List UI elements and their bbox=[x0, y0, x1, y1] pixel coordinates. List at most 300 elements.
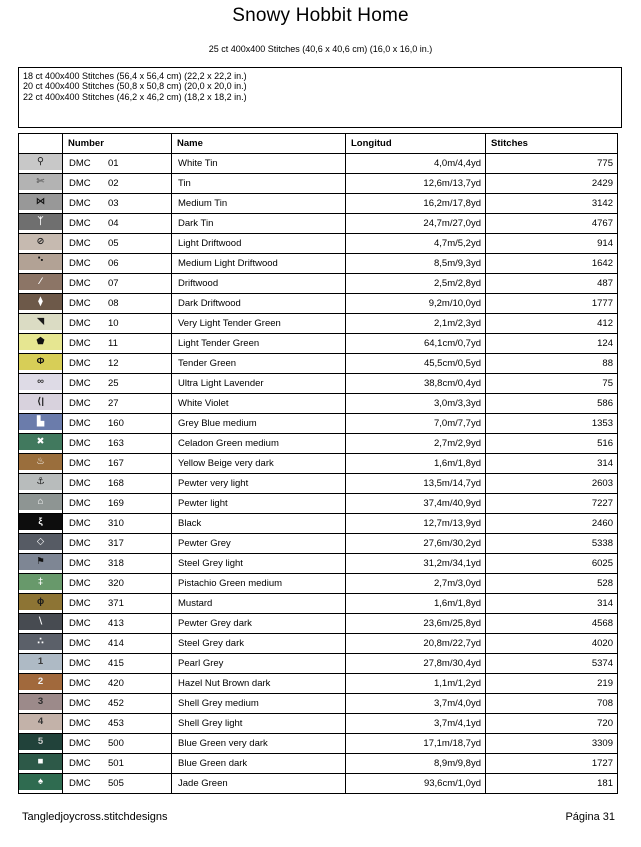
thread-brand: DMC bbox=[69, 698, 91, 709]
table-row bbox=[19, 574, 618, 594]
color-swatch bbox=[19, 414, 62, 430]
thread-length: 1,1m/1,2yd bbox=[346, 674, 486, 694]
thread-name: Shell Grey medium bbox=[172, 694, 346, 714]
thread-brand: DMC bbox=[69, 638, 91, 649]
swatch-cell bbox=[19, 494, 63, 514]
swatch-cell bbox=[19, 634, 63, 654]
thread-name: Yellow Beige very dark bbox=[172, 454, 346, 474]
color-swatch bbox=[19, 734, 62, 750]
three-dots-icon: ∴ bbox=[37, 636, 44, 647]
table-row bbox=[19, 534, 618, 554]
color-swatch bbox=[19, 574, 62, 590]
thread-number bbox=[63, 334, 172, 354]
thread-code: 505 bbox=[108, 778, 124, 789]
swatch-cell bbox=[19, 774, 63, 794]
microphone-icon: ⚲ bbox=[37, 156, 44, 167]
table-row bbox=[19, 254, 618, 274]
thread-stitches: 1642 bbox=[486, 254, 618, 274]
header-row bbox=[19, 134, 618, 154]
thread-length: 4,0m/4,4yd bbox=[346, 154, 486, 174]
thread-number bbox=[63, 294, 172, 314]
thread-length: 23,6m/25,8yd bbox=[346, 614, 486, 634]
thread-number bbox=[63, 734, 172, 754]
color-swatch bbox=[19, 474, 62, 490]
thread-code: 01 bbox=[108, 158, 119, 169]
thread-code: 04 bbox=[108, 218, 119, 229]
thread-brand: DMC bbox=[69, 378, 91, 389]
thread-length: 2,5m/2,8yd bbox=[346, 274, 486, 294]
swatch-cell bbox=[19, 754, 63, 774]
thread-stitches: 412 bbox=[486, 314, 618, 334]
thread-code: 415 bbox=[108, 658, 124, 669]
thread-length: 1,6m/1,8yd bbox=[346, 594, 486, 614]
swatch-cell bbox=[19, 254, 63, 274]
bowtie-icon: ⋈ bbox=[35, 196, 46, 207]
thread-code: 310 bbox=[108, 518, 124, 529]
color-swatch bbox=[19, 314, 62, 330]
thread-code: 414 bbox=[108, 638, 124, 649]
thread-legend-table bbox=[18, 133, 618, 794]
cross-x-icon: ✖ bbox=[36, 436, 45, 447]
thread-code: 501 bbox=[108, 758, 124, 769]
thread-name: Grey Blue medium bbox=[172, 414, 346, 434]
diamond-outline-icon: ◇ bbox=[36, 536, 45, 547]
thread-stitches: 5374 bbox=[486, 654, 618, 674]
table-row bbox=[19, 474, 618, 494]
thread-stitches: 1777 bbox=[486, 294, 618, 314]
thread-length: 13,5m/14,7yd bbox=[346, 474, 486, 494]
thread-brand: DMC bbox=[69, 298, 91, 309]
corner-flag-icon: ◥ bbox=[36, 316, 45, 327]
thread-number bbox=[63, 574, 172, 594]
swatch-cell bbox=[19, 174, 63, 194]
thread-number bbox=[63, 374, 172, 394]
swatch-cell bbox=[19, 154, 63, 174]
double-dagger-icon: ‡ bbox=[37, 576, 44, 587]
swatch-cell bbox=[19, 454, 63, 474]
thread-stitches: 2460 bbox=[486, 514, 618, 534]
color-swatch bbox=[19, 254, 62, 270]
col-header-number: Number bbox=[63, 134, 172, 154]
thread-length: 1,6m/1,8yd bbox=[346, 454, 486, 474]
thread-stitches: 88 bbox=[486, 354, 618, 374]
thread-name: Mustard bbox=[172, 594, 346, 614]
anchor-icon: ⚓ bbox=[36, 476, 45, 487]
thread-stitches: 775 bbox=[486, 154, 618, 174]
thread-code: 02 bbox=[108, 178, 119, 189]
swatch-cell bbox=[19, 514, 63, 534]
thread-number bbox=[63, 174, 172, 194]
thread-name: Pistachio Green medium bbox=[172, 574, 346, 594]
thread-name: Light Driftwood bbox=[172, 234, 346, 254]
thread-brand: DMC bbox=[69, 598, 91, 609]
swatch-cell bbox=[19, 394, 63, 414]
thread-code: 163 bbox=[108, 438, 124, 449]
color-swatch bbox=[19, 494, 62, 510]
slashed-circle-icon: ⊘ bbox=[36, 236, 45, 247]
thread-name: Medium Light Driftwood bbox=[172, 254, 346, 274]
table-row bbox=[19, 554, 618, 574]
thread-length: 93,6cm/1,0yd bbox=[346, 774, 486, 794]
thread-brand: DMC bbox=[69, 498, 91, 509]
thread-code: 25 bbox=[108, 378, 119, 389]
thread-brand: DMC bbox=[69, 718, 91, 729]
thread-brand: DMC bbox=[69, 578, 91, 589]
thread-brand: DMC bbox=[69, 658, 91, 669]
thread-code: 12 bbox=[108, 358, 119, 369]
thread-stitches: 708 bbox=[486, 694, 618, 714]
table-row bbox=[19, 294, 618, 314]
swatch-cell bbox=[19, 614, 63, 634]
thread-brand: DMC bbox=[69, 678, 91, 689]
thread-stitches: 6025 bbox=[486, 554, 618, 574]
thread-code: 10 bbox=[108, 318, 119, 329]
thread-name: Blue Green very dark bbox=[172, 734, 346, 754]
table-row bbox=[19, 354, 618, 374]
thread-brand: DMC bbox=[69, 518, 91, 529]
square-icon: ■ bbox=[37, 756, 44, 767]
color-swatch bbox=[19, 674, 62, 690]
color-swatch bbox=[19, 514, 62, 530]
swatch-cell bbox=[19, 234, 63, 254]
color-swatch bbox=[19, 614, 62, 630]
thread-code: 169 bbox=[108, 498, 124, 509]
table-row bbox=[19, 314, 618, 334]
thread-number bbox=[63, 274, 172, 294]
thread-code: 160 bbox=[108, 418, 124, 429]
thread-name: Jade Green bbox=[172, 774, 346, 794]
color-swatch bbox=[19, 774, 62, 790]
color-swatch bbox=[19, 654, 62, 670]
table-row bbox=[19, 214, 618, 234]
thread-code: 453 bbox=[108, 718, 124, 729]
thread-stitches: 314 bbox=[486, 454, 618, 474]
thread-code: 27 bbox=[108, 398, 119, 409]
thread-number bbox=[63, 614, 172, 634]
table-row bbox=[19, 614, 618, 634]
thread-stitches: 2429 bbox=[486, 174, 618, 194]
swatch-cell bbox=[19, 674, 63, 694]
thread-number bbox=[63, 654, 172, 674]
thread-name: Pewter light bbox=[172, 494, 346, 514]
thread-name: Pewter Grey dark bbox=[172, 614, 346, 634]
thread-number bbox=[63, 474, 172, 494]
thread-name: White Violet bbox=[172, 394, 346, 414]
thread-brand: DMC bbox=[69, 438, 91, 449]
swatch-cell bbox=[19, 214, 63, 234]
table-row bbox=[19, 194, 618, 214]
thread-length: 3,7m/4,1yd bbox=[346, 714, 486, 734]
swatch-cell bbox=[19, 274, 63, 294]
thread-brand: DMC bbox=[69, 738, 91, 749]
thread-name: Driftwood bbox=[172, 274, 346, 294]
thread-brand: DMC bbox=[69, 318, 91, 329]
table-row bbox=[19, 174, 618, 194]
color-swatch bbox=[19, 714, 62, 730]
thread-name: Tin bbox=[172, 174, 346, 194]
padlock-icon: ⌂ bbox=[37, 496, 44, 507]
thread-brand: DMC bbox=[69, 478, 91, 489]
thread-name: Pearl Grey bbox=[172, 654, 346, 674]
digit-2: 2 bbox=[37, 676, 44, 687]
backslash-icon: ∖ bbox=[37, 616, 44, 627]
thread-brand: DMC bbox=[69, 278, 91, 289]
thread-number bbox=[63, 674, 172, 694]
thread-stitches: 487 bbox=[486, 274, 618, 294]
swatch-cell bbox=[19, 374, 63, 394]
digit-5: 5 bbox=[37, 736, 44, 747]
thread-number bbox=[63, 214, 172, 234]
table-row bbox=[19, 234, 618, 254]
color-swatch bbox=[19, 454, 62, 470]
size-line-20ct: 20 ct 400x400 Stitches (50,8 x 50,8 cm) (20,0 x 20,0 in.) bbox=[23, 81, 247, 92]
color-swatch bbox=[19, 634, 62, 650]
thread-stitches: 124 bbox=[486, 334, 618, 354]
figure-icon: ᛉ bbox=[37, 216, 44, 227]
swatch-cell bbox=[19, 194, 63, 214]
swatch-cell bbox=[19, 574, 63, 594]
thread-stitches: 3309 bbox=[486, 734, 618, 754]
thread-number bbox=[63, 194, 172, 214]
thread-number bbox=[63, 634, 172, 654]
size-line-22ct: 22 ct 400x400 Stitches (46,2 x 46,2 cm) (18,2 x 18,2 in.) bbox=[23, 91, 247, 102]
thread-code: 318 bbox=[108, 558, 124, 569]
thread-stitches: 528 bbox=[486, 574, 618, 594]
thread-name: Steel Grey dark bbox=[172, 634, 346, 654]
thread-length: 3,7m/4,0yd bbox=[346, 694, 486, 714]
thread-code: 168 bbox=[108, 478, 124, 489]
color-swatch bbox=[19, 374, 62, 390]
thread-code: 371 bbox=[108, 598, 124, 609]
swatch-cell bbox=[19, 534, 63, 554]
angle-bar-icon: ⟨| bbox=[37, 396, 44, 407]
thread-code: 03 bbox=[108, 198, 119, 209]
thread-length: 20,8m/22,7yd bbox=[346, 634, 486, 654]
thread-brand: DMC bbox=[69, 558, 91, 569]
thread-number bbox=[63, 714, 172, 734]
thread-name: Very Light Tender Green bbox=[172, 314, 346, 334]
thread-stitches: 586 bbox=[486, 394, 618, 414]
page-title: Snowy Hobbit Home bbox=[232, 5, 409, 26]
thread-name: Light Tender Green bbox=[172, 334, 346, 354]
thread-length: 27,8m/30,4yd bbox=[346, 654, 486, 674]
two-dots-icon: ⠑ bbox=[36, 256, 45, 267]
swatch-cell bbox=[19, 334, 63, 354]
thread-length: 16,2m/17,8yd bbox=[346, 194, 486, 214]
table-row bbox=[19, 694, 618, 714]
thread-name: Black bbox=[172, 514, 346, 534]
thread-number bbox=[63, 494, 172, 514]
thread-code: 452 bbox=[108, 698, 124, 709]
table-row bbox=[19, 754, 618, 774]
thread-length: 12,6m/13,7yd bbox=[346, 174, 486, 194]
thread-code: 320 bbox=[108, 578, 124, 589]
size-info-box bbox=[18, 67, 622, 128]
thread-length: 24,7m/27,0yd bbox=[346, 214, 486, 234]
page-subtitle: 25 ct 400x400 Stitches (40,6 x 40,6 cm) (16,0 x 16,0 in.) bbox=[208, 44, 433, 54]
page-number: Página 31 bbox=[565, 811, 615, 823]
thread-stitches: 3142 bbox=[486, 194, 618, 214]
color-swatch bbox=[19, 754, 62, 770]
thread-length: 27,6m/30,2yd bbox=[346, 534, 486, 554]
thread-stitches: 2603 bbox=[486, 474, 618, 494]
thread-length: 3,0m/3,3yd bbox=[346, 394, 486, 414]
thread-name: White Tin bbox=[172, 154, 346, 174]
thread-name: Pewter very light bbox=[172, 474, 346, 494]
color-swatch bbox=[19, 194, 62, 210]
thread-stitches: 516 bbox=[486, 434, 618, 454]
table-row bbox=[19, 434, 618, 454]
thread-brand: DMC bbox=[69, 358, 91, 369]
thread-stitches: 219 bbox=[486, 674, 618, 694]
color-swatch bbox=[19, 154, 62, 170]
squiggle-icon: ξ bbox=[38, 516, 43, 527]
size-line-18ct: 18 ct 400x400 Stitches (56,4 x 56,4 cm) (22,2 x 22,2 in.) bbox=[23, 71, 247, 81]
table-row bbox=[19, 374, 618, 394]
thread-brand: DMC bbox=[69, 418, 91, 429]
color-swatch bbox=[19, 354, 62, 370]
spade-icon: ♠ bbox=[37, 776, 44, 787]
thread-code: 167 bbox=[108, 458, 124, 469]
swatch-cell bbox=[19, 594, 63, 614]
digit-1: 1 bbox=[37, 656, 44, 667]
thread-brand: DMC bbox=[69, 458, 91, 469]
thread-brand: DMC bbox=[69, 398, 91, 409]
thread-length: 45,5cm/0,5yd bbox=[346, 354, 486, 374]
thread-length: 37,4m/40,9yd bbox=[346, 494, 486, 514]
table-row bbox=[19, 654, 618, 674]
thread-name: Celadon Green medium bbox=[172, 434, 346, 454]
thread-number bbox=[63, 694, 172, 714]
color-swatch bbox=[19, 334, 62, 350]
flag-icon: ⚑ bbox=[36, 556, 45, 567]
thread-length: 8,5m/9,3yd bbox=[346, 254, 486, 274]
thread-length: 7,0m/7,7yd bbox=[346, 414, 486, 434]
thread-number bbox=[63, 394, 172, 414]
thread-number bbox=[63, 514, 172, 534]
swatch-cell bbox=[19, 434, 63, 454]
color-swatch bbox=[19, 394, 62, 410]
thread-length: 17,1m/18,7yd bbox=[346, 734, 486, 754]
thread-length: 9,2m/10,0yd bbox=[346, 294, 486, 314]
color-swatch bbox=[19, 294, 62, 310]
thread-brand: DMC bbox=[69, 218, 91, 229]
table-row bbox=[19, 674, 618, 694]
site-credit: Tangledjoycross.stitchdesigns bbox=[22, 811, 168, 823]
table-row bbox=[19, 414, 618, 434]
color-swatch bbox=[19, 174, 62, 190]
thread-brand: DMC bbox=[69, 258, 91, 269]
thread-code: 05 bbox=[108, 238, 119, 249]
swatch-cell bbox=[19, 314, 63, 334]
swatch-cell bbox=[19, 654, 63, 674]
thread-brand: DMC bbox=[69, 178, 91, 189]
color-swatch bbox=[19, 534, 62, 550]
thread-number bbox=[63, 314, 172, 334]
thread-number bbox=[63, 534, 172, 554]
thread-number bbox=[63, 454, 172, 474]
thread-code: 07 bbox=[108, 278, 119, 289]
thread-name: Ultra Light Lavender bbox=[172, 374, 346, 394]
thread-number bbox=[63, 354, 172, 374]
swatch-cell bbox=[19, 474, 63, 494]
table-row bbox=[19, 394, 618, 414]
thread-stitches: 5338 bbox=[486, 534, 618, 554]
color-swatch bbox=[19, 554, 62, 570]
thread-stitches: 314 bbox=[486, 594, 618, 614]
col-header-name: Name bbox=[172, 134, 346, 154]
color-swatch bbox=[19, 234, 62, 250]
table-row bbox=[19, 454, 618, 474]
table-row bbox=[19, 274, 618, 294]
thread-stitches: 7227 bbox=[486, 494, 618, 514]
thread-name: Tender Green bbox=[172, 354, 346, 374]
table-row bbox=[19, 594, 618, 614]
thread-number bbox=[63, 254, 172, 274]
thread-brand: DMC bbox=[69, 618, 91, 629]
table-row bbox=[19, 634, 618, 654]
swatch-cell bbox=[19, 694, 63, 714]
thread-stitches: 914 bbox=[486, 234, 618, 254]
thread-stitches: 1727 bbox=[486, 754, 618, 774]
thread-name: Steel Grey light bbox=[172, 554, 346, 574]
swatch-cell bbox=[19, 354, 63, 374]
thread-number bbox=[63, 774, 172, 794]
digit-4: 4 bbox=[37, 716, 44, 727]
phi-icon: ϕ bbox=[36, 596, 45, 607]
thread-name: Dark Tin bbox=[172, 214, 346, 234]
page-footer bbox=[22, 811, 615, 823]
thread-name: Medium Tin bbox=[172, 194, 346, 214]
thread-code: 500 bbox=[108, 738, 124, 749]
table-row bbox=[19, 514, 618, 534]
table-row bbox=[19, 154, 618, 174]
thread-length: 4,7m/5,2yd bbox=[346, 234, 486, 254]
color-swatch bbox=[19, 434, 62, 450]
thread-stitches: 4767 bbox=[486, 214, 618, 234]
pentagon-icon: ⬟ bbox=[36, 336, 45, 347]
thread-length: 2,7m/2,9yd bbox=[346, 434, 486, 454]
color-swatch bbox=[19, 214, 62, 230]
table-row bbox=[19, 334, 618, 354]
thread-length: 2,1m/2,3yd bbox=[346, 314, 486, 334]
thread-stitches: 75 bbox=[486, 374, 618, 394]
swatch-cell bbox=[19, 554, 63, 574]
droplet-icon: ⧫ bbox=[38, 296, 43, 307]
table-row bbox=[19, 734, 618, 754]
thread-length: 64,1cm/0,7yd bbox=[346, 334, 486, 354]
thread-code: 413 bbox=[108, 618, 124, 629]
thread-number bbox=[63, 754, 172, 774]
thread-stitches: 4020 bbox=[486, 634, 618, 654]
table-row bbox=[19, 714, 618, 734]
thread-number bbox=[63, 414, 172, 434]
thread-name: Shell Grey light bbox=[172, 714, 346, 734]
thread-brand: DMC bbox=[69, 538, 91, 549]
thread-number bbox=[63, 434, 172, 454]
table-row bbox=[19, 774, 618, 794]
thread-number bbox=[63, 554, 172, 574]
thread-code: 11 bbox=[108, 338, 118, 349]
swatch-cell bbox=[19, 734, 63, 754]
thread-number bbox=[63, 234, 172, 254]
block-l-icon: ▙ bbox=[36, 416, 45, 427]
scissors-icon: ✄ bbox=[36, 176, 45, 187]
color-swatch bbox=[19, 594, 62, 610]
thread-length: 2,7m/3,0yd bbox=[346, 574, 486, 594]
lamp-icon: ♨ bbox=[36, 456, 45, 467]
thread-length: 12,7m/13,9yd bbox=[346, 514, 486, 534]
